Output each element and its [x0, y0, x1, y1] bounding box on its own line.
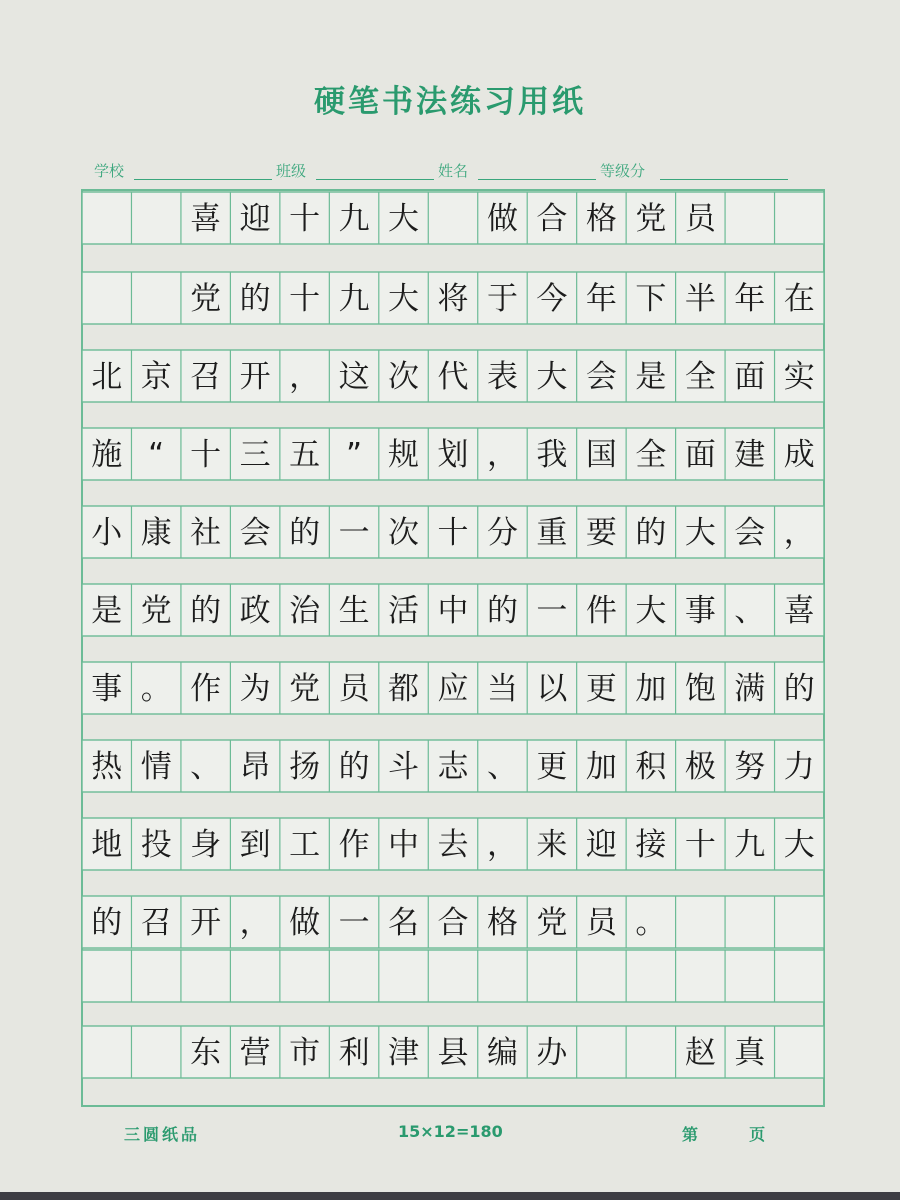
grid-row [82, 506, 824, 558]
grid-cell-char: 努 [734, 749, 766, 785]
grid-cell-char: 作 [338, 827, 370, 863]
grid-cell-char: 大 [536, 359, 568, 395]
grid-cell-char: 的 [338, 749, 370, 785]
grid-cell-char: 京 [140, 359, 172, 395]
grid-cell-char: 一 [338, 515, 370, 551]
grid-cell-char: 会 [585, 359, 617, 395]
grid-cell-char: 都 [388, 671, 420, 707]
grid-cell-char: ” [346, 437, 363, 473]
grid-cell-char: “ [148, 437, 165, 473]
grid-cell-char: 我 [536, 437, 568, 473]
grid-cell-char: 情 [140, 749, 172, 785]
school-label: 学校 [94, 162, 125, 180]
grid-cell-char: 东 [190, 1035, 222, 1071]
grid-cell-char: 分 [486, 515, 518, 551]
grid-cell-char: 召 [140, 905, 172, 941]
grid-row [82, 818, 824, 870]
grid-cell-char: ， [239, 905, 271, 941]
grid-cell-char: 是 [635, 359, 667, 395]
grid-cell-char: 要 [585, 515, 617, 551]
grid-cell-char: 面 [734, 359, 766, 395]
grid-cell-char: 活 [388, 593, 420, 629]
grid-cell-char: 到 [239, 827, 271, 863]
grid-cell-char: 饱 [684, 671, 716, 707]
grid-cell-char: 会 [734, 515, 766, 551]
grid-cell-char: ， [486, 827, 518, 863]
grid-cell-char: 中 [437, 593, 469, 629]
grid-cell-char: 治 [289, 593, 321, 629]
grid-cell-char: 员 [585, 905, 617, 941]
grid-cell-char: 表 [486, 359, 518, 395]
grid-cell-char: 九 [338, 281, 370, 317]
grid-cell-char: 地 [91, 827, 123, 863]
grid-cell-char: 、 [190, 749, 222, 785]
grid-cell-char: 名 [388, 905, 420, 941]
grid-cell-char: 当 [486, 671, 518, 707]
grid-cell-char: 次 [388, 515, 420, 551]
grid-cell-char: 、 [734, 593, 766, 629]
grid-cell-char: 做 [486, 201, 518, 237]
grid-cell-char: 全 [635, 437, 667, 473]
grid-cell-char: 会 [239, 515, 271, 551]
grid-cell-char: 加 [585, 749, 617, 785]
grid-cell-char: 下 [635, 281, 667, 317]
grid-cell-char: 党 [140, 593, 172, 629]
grid-cell-char: 代 [437, 359, 469, 395]
grid-cell-char: 建 [734, 437, 766, 473]
grid-cell-char: 更 [536, 749, 568, 785]
grid-cell-char: 社 [190, 515, 222, 551]
grid-cell-char: 规 [388, 437, 420, 473]
grid-cell-char: 十 [437, 515, 469, 551]
grid-cell-char: ， [289, 359, 321, 395]
grid-cell-char: 成 [783, 437, 815, 473]
grid-cell-char: 件 [585, 593, 617, 629]
grid-cell-char: 热 [91, 749, 123, 785]
grid-cell-char: 的 [190, 593, 222, 629]
grid-cell-char: 去 [437, 827, 469, 863]
grid-cell-char: 格 [486, 905, 518, 941]
grid-cell-char: 满 [734, 671, 766, 707]
grid-cell-char: ， [783, 515, 815, 551]
class-label: 班级 [276, 162, 307, 180]
grid-cell-char: 积 [635, 749, 667, 785]
grid-cell-char: 大 [635, 593, 667, 629]
grid-row [82, 950, 824, 1002]
brand-mark: 三圆纸品 [124, 1125, 201, 1144]
grid-row [82, 272, 824, 324]
grid-cell-char: 北 [91, 359, 123, 395]
grid-cell-char: 的 [239, 281, 271, 317]
grid-cell-char: 十 [190, 437, 222, 473]
grid-cell-char: 今 [536, 281, 568, 317]
grid-cell-char: 真 [734, 1035, 766, 1071]
page-suffix: 页 [749, 1125, 766, 1144]
grid-cell-char: 市 [289, 1035, 321, 1071]
grid-cell-char: 赵 [684, 1035, 716, 1071]
grid-cell-char: 实 [783, 359, 815, 395]
grid-cell-char: 利 [338, 1035, 370, 1071]
grid-cell-char: 十 [289, 201, 321, 237]
grid-cell-char: 面 [684, 437, 716, 473]
grid-cell-char: 应 [437, 671, 469, 707]
grid-row [82, 428, 824, 480]
grid-row [82, 896, 824, 948]
grid-cell-char: 十 [684, 827, 716, 863]
grid-cell-char: 一 [338, 905, 370, 941]
grid-cell-char: 员 [684, 201, 716, 237]
grid-cell-char: 事 [91, 671, 123, 707]
grid-cell-char: 半 [684, 281, 716, 317]
grid-cell-char: 党 [635, 201, 667, 237]
grid-cell-char: 这 [338, 359, 370, 395]
grid-cell-char: 来 [536, 827, 568, 863]
grid-cell-char: 召 [190, 359, 222, 395]
grid-cell-char: 为 [239, 671, 271, 707]
grid-cell-char: 重 [536, 515, 568, 551]
grid-cell-char: 五 [289, 437, 321, 473]
grid-cell-char: 更 [585, 671, 617, 707]
grid-cell-char: 津 [388, 1035, 420, 1071]
grid-cell-char: 大 [388, 201, 420, 237]
grid-cell-char: 。 [140, 671, 172, 707]
grid-cell-char: 斗 [388, 749, 420, 785]
grid-cell-char: 次 [388, 359, 420, 395]
grid-cell-char: 以 [536, 671, 568, 707]
grid-cell-char: 。 [635, 905, 667, 941]
grid-cell-char: 的 [635, 515, 667, 551]
grid-row [82, 740, 824, 792]
grid-cell-char: 国 [585, 437, 617, 473]
grid-cell-char: 昂 [239, 749, 271, 785]
grid-cell-char: 迎 [585, 827, 617, 863]
grid-cell-char: 小 [91, 515, 123, 551]
grid-cell-char: 员 [338, 671, 370, 707]
grid-cell-char: 大 [388, 281, 420, 317]
grid-cell-char: 划 [437, 437, 469, 473]
page-number [682, 1122, 765, 1145]
grid-cell-char: 中 [388, 827, 420, 863]
grid-cell-char: 十 [289, 281, 321, 317]
grade-label: 等级分 [600, 162, 646, 180]
grid-cell-char: ， [486, 437, 518, 473]
grid-row [82, 350, 824, 402]
grid-cell-char: 生 [338, 593, 370, 629]
sheet-title: 硬笔书法练习用纸 [314, 84, 586, 120]
grid-cell-char: 接 [635, 827, 667, 863]
grid-cell-char: 、 [486, 749, 518, 785]
grid-cell-char: 格 [585, 201, 617, 237]
grid-cell-char: 大 [783, 827, 815, 863]
grid-cell-char: 是 [91, 593, 123, 629]
grid-cell-char: 力 [783, 749, 815, 785]
grid-cell-char: 合 [437, 905, 469, 941]
grid-row [82, 192, 824, 244]
grid-cell-char: 在 [783, 281, 815, 317]
grid-cell-char: 党 [289, 671, 321, 707]
grid-cell-char: 喜 [190, 201, 222, 237]
grid-cell-char: 年 [585, 281, 617, 317]
grid-cell-char: 大 [684, 515, 716, 551]
grid-cell-char: 身 [190, 827, 222, 863]
grid-cell-char: 喜 [783, 593, 815, 629]
grid-cell-char: 扬 [289, 749, 321, 785]
grid-cell-char: 全 [684, 359, 716, 395]
grid-cell-char: 加 [635, 671, 667, 707]
grid-cell-char: 作 [190, 671, 222, 707]
grid-cell-char: 的 [289, 515, 321, 551]
grid-cell-char: 九 [338, 201, 370, 237]
grid-cell-char: 九 [734, 827, 766, 863]
grid-cell-char: 将 [437, 281, 469, 317]
name-label: 姓名 [438, 162, 469, 180]
grid-cell-char: 办 [536, 1035, 568, 1071]
grid-row [82, 662, 824, 714]
grid-row [82, 1026, 824, 1078]
grid-cell-char: 迎 [239, 201, 271, 237]
grid-cell-char: 做 [289, 905, 321, 941]
grid-cell-char: 一 [536, 593, 568, 629]
grid-cell-char: 党 [536, 905, 568, 941]
grid-row [82, 584, 824, 636]
grid-cell-char: 施 [91, 437, 123, 473]
grid-cell-char: 的 [91, 905, 123, 941]
grid-cell-char: 营 [239, 1035, 271, 1071]
grid-cell-char: 年 [734, 281, 766, 317]
grid-cell-char: 编 [486, 1035, 518, 1071]
grid-cell-char: 合 [536, 201, 568, 237]
grid-cell-char: 于 [486, 281, 518, 317]
grid-cell-char: 县 [437, 1035, 469, 1071]
grid-cell-char: 政 [239, 593, 271, 629]
grid-cell-char: 康 [140, 515, 172, 551]
page-prefix: 第 [682, 1125, 699, 1144]
grid-spec: 15×12=180 [398, 1122, 503, 1141]
grid-cell-char: 极 [684, 749, 716, 785]
grid-cell-char: 的 [486, 593, 518, 629]
grid-cell-char: 党 [190, 281, 222, 317]
grid-cell-char: 投 [140, 827, 172, 863]
grid-cell-char: 事 [684, 593, 716, 629]
grid-cell-char: 志 [437, 749, 469, 785]
grid-cell-char: 工 [289, 827, 321, 863]
grid-cell-char: 三 [239, 437, 271, 473]
grid-cell-char: 开 [239, 359, 271, 395]
grid-cell-char: 的 [783, 671, 815, 707]
grid-cell-char: 开 [190, 905, 222, 941]
